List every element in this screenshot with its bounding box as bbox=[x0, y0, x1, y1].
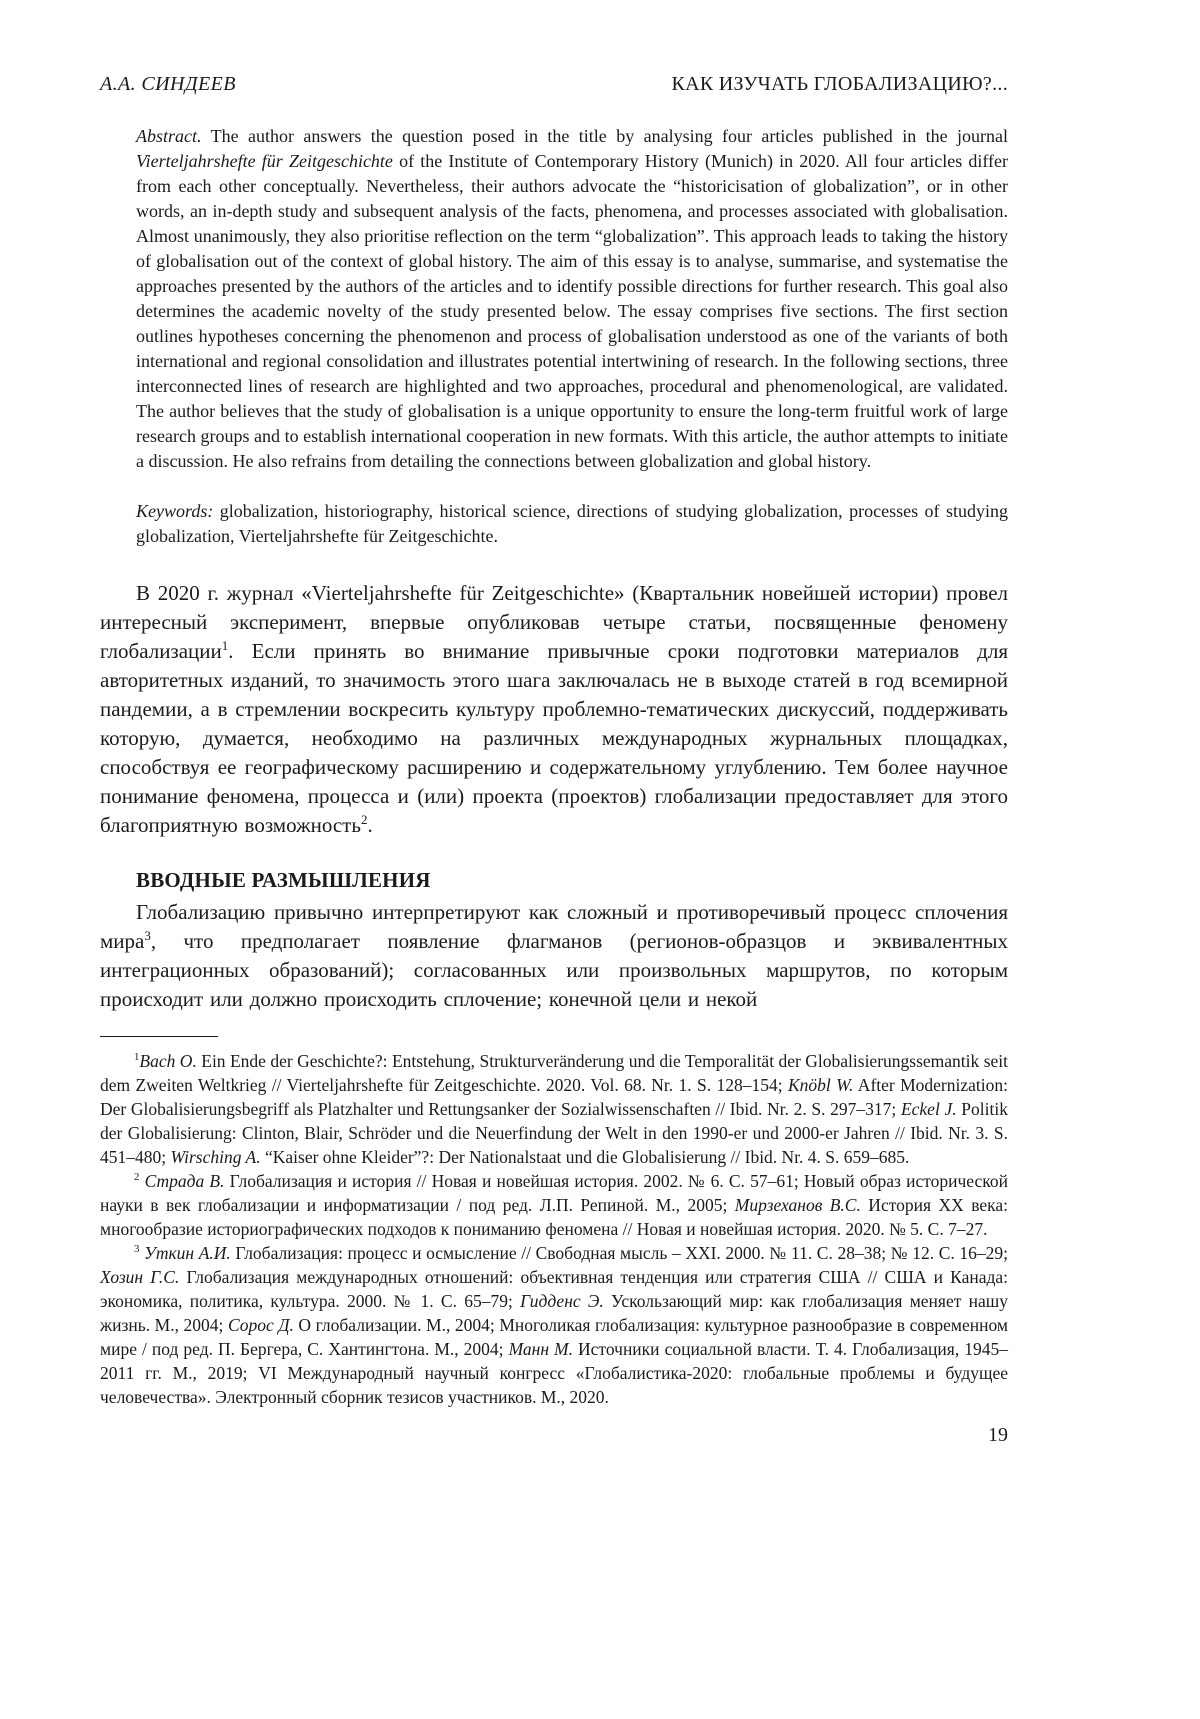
abstract-paragraph: Abstract. The author answers the question posed in the title by analysing four articles published in the journal Vierteljahrshefte für Zeitgeschichte of the Institute of Contemporary History (Munich) in 2020. All four articles differ from each other conceptually. Nevertheless, their authors advocate the “historicisation of globalization”, or in other words, an in-depth study and subsequent analysis of the facts, phenomena, and processes associated with globalisation. Almost unanimously, they also prioritise reflection on the term “globalization”. This approach leads to taking the history of globalisation out of the context of global history. The aim of this essay is to analyse, summarise, and systematise the approaches presented by the authors of the articles and to identify possible directions for further research. This goal also determines the academic novelty of the study presented below. The essay comprises five sections. The first section outlines hypotheses concerning the phenomenon and process of globalisation understood as one of the variants of both international and regional consolidation and illustrates potential intertwining of research. In the following sections, three interconnected lines of research are highlighted and two approaches, procedural and phenomenological, are validated. The author believes that the study of globalisation is a unique opportunity to ensure the long-term fruitful work of large research groups and to establish international cooperation in new formats. With this article, the author attempts to initiate a discussion. He also refrains from detailing the connections between globalization and global history. bbox=[136, 126, 1008, 471]
body-paragraph-intro: В 2020 г. журнал «Vierteljahrshefte für Zeitgeschichte» (Квартальник новейшей истории) провел интересный эксперимент, впервые опубликовав четыре статьи, посвященные феномену глобализации$^1$. Если принять во внимание привычные сроки подготовки материалов для авторитетных изданий, то значимость этого шага заключалась не в выходе статей в год всемирной пандемии, а в стремлении воскресить культуру проблемно-тематических дискуссий, поддерживать которую, думается, необходимо на различных международных журнальных площадках, способствуя ее географическому расширению и содержательному углублению. Тем более научное понимание феномена, процесса и (или) проекта (проектов) глобализации предоставляет для этого благоприятную возможность$^2$. bbox=[100, 581, 1008, 837]
page-number: 19 bbox=[988, 1424, 1008, 1446]
running-header-author: А.А. СИНДЕЕВ bbox=[100, 73, 236, 95]
footnote-1: $^1$Bach O. Ein Ende der Geschichte?: Entstehung, Strukturveränderung und die Temporalität der Globalisierungssemantik seit dem Zweiten Weltkrieg // Vierteljahrshefte für Zeitgeschichte. 2020. Vol. 68. Nr. 1. S. 128–154; Knöbl W. After Modernization: Der Globalisierungsbegriff als Platzhalter und Rettungsanker der Sozialwissenschaften // Ibid. Nr. 2. S. 297–317; Eckel J. Politik der Globalisierung: Clinton, Blair, Schröder und die Neuerfindung der Welt in den 1990-er und 2000-er Jahren // Ibid. Nr. 3. S. 451–480; Wirsching A. “Kaiser ohne Kleider”?: Der Nationalstaat und die Globalisierung // Ibid. Nr. 4. S. 659–685. bbox=[100, 1051, 1008, 1167]
footnote-3: $^3$ Уткин А.И. Глобализация: процесс и осмысление // Свободная мысль – XXI. 2000. № 11. С. 28–38; № 12. С. 16–29; Хозин Г.С. Глобализация международных отношений: объективная тенденция или стратегия США // США и Канада: экономика, политика, культура. 2000. № 1. С. 65–79; Гидденс Э. Ускользающий мир: как глобализация меняет нашу жизнь. М., 2004; Сорос Д. О глобализации. М., 2004; Многоликая глобализация: культурное разнообразие в современном мире / под ред. П. Бергера, С. Хантингтона. М., 2004; Манн М. Источники социальной власти. Т. 4. Глобализация, 1945–2011 гг. М., 2019; VI Международный научный конгресс «Глобалистика-2020: глобальные проблемы и будущее человечества». Электронный сборник тезисов участников. М., 2020. bbox=[100, 1243, 1009, 1407]
section-heading: ВВОДНЫЕ РАЗМЫШЛЕНИЯ bbox=[136, 868, 431, 892]
footnotes-block bbox=[100, 1036, 1008, 1409]
footnote-separator bbox=[100, 1036, 218, 1037]
footnote-2: $^2$ Страда В. Глобализация и история // Новая и новейшая история. 2002. № 6. С. 57–61; Новый образ исторической науки в век глобализации и информатизации / под ред. Л.П. Репиной. М., 2005; Мирзеханов В.С. История XX века: многообразие историографических подходов к пониманию феномена // Новая и новейшая история. 2020. № 5. С. 7–27. bbox=[100, 1171, 1009, 1239]
running-header-title: КАК ИЗУЧАТЬ ГЛОБАЛИЗАЦИЮ?... bbox=[671, 73, 1008, 95]
keywords-paragraph: Keywords: globalization, historiography, historical science, directions of studying globalization, processes of studying globalization, Vierteljahrshefte für Zeitgeschichte. bbox=[136, 501, 1008, 546]
running-header bbox=[100, 72, 1008, 96]
body-paragraph-section: Глобализацию привычно интерпретируют как сложный и противоречивый процесс сплочения мира$^3$, что предполагает появление флагманов (регионов-образцов и эквивалентных интеграционных образований); согласованных или произвольных маршрутов, по которым происходит или должно происходить сплочение; конечной цели и некой bbox=[100, 900, 1008, 1011]
